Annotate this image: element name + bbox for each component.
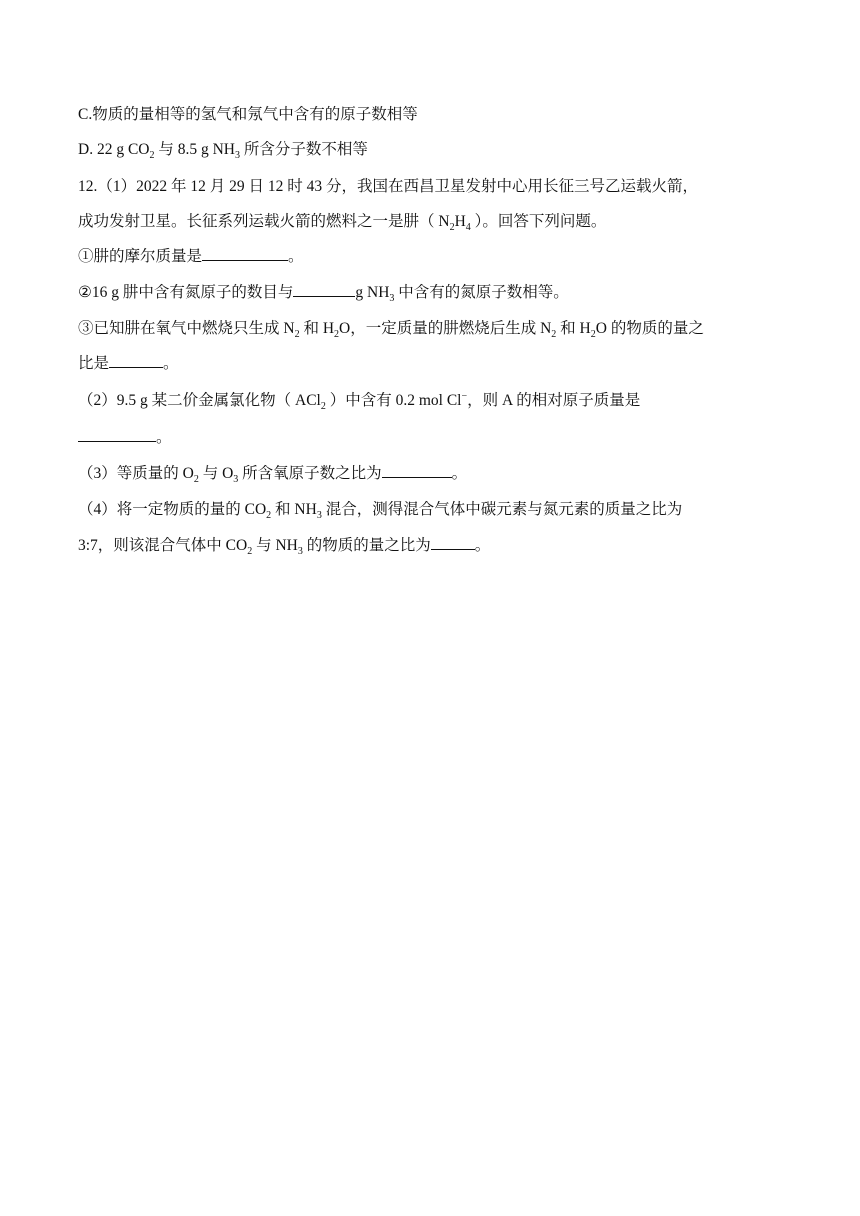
option-d-suffix: 所含分子数不相等 xyxy=(240,141,368,158)
q12-intro-line2-a: 成功发射卫星。长征系列运载火箭的燃料之一是肼（ N xyxy=(78,213,450,230)
q12-part3 xyxy=(78,463,467,485)
q12-p3-line2-b: 。 xyxy=(163,355,179,372)
q12-part3-c: 所含氧原子数之比为 xyxy=(238,465,382,482)
option-d-mid: 与 8.5 g NH xyxy=(154,141,235,158)
q12-part4-line2-d: 。 xyxy=(474,537,491,554)
option-d-prefix: D. 22 g CO xyxy=(78,141,150,158)
q12-part4-sub1: 2 xyxy=(266,510,272,522)
q12-part2-line2 xyxy=(78,427,172,449)
q12-intro-line1-text: 12.（1）2022 年 12 月 29 日 12 时 43 分，我国在西昌卫星发射中心用长征三号乙运载火箭， xyxy=(78,178,699,195)
q12-p3-sub2: 2 xyxy=(334,329,340,341)
answer-blank[interactable] xyxy=(202,246,288,261)
q12-part1-2 xyxy=(78,282,569,304)
q12-part4-b: 和 NH xyxy=(271,501,317,518)
q12-p3-sub4: 2 xyxy=(590,329,596,341)
q12-p2-end: 中含有的氮原子数相等。 xyxy=(394,284,569,301)
q12-part1-3 xyxy=(78,318,704,340)
option-d xyxy=(78,139,368,161)
q12-part2-b: ）中含有 0.2 mol Cl xyxy=(325,392,462,409)
q12-part3-sub1: 2 xyxy=(193,474,199,486)
q12-intro-sub1: 2 xyxy=(449,222,455,234)
q12-p1-text: ①肼的摩尔质量是 xyxy=(78,248,203,265)
q12-p3-line2-a: 比是 xyxy=(78,355,110,372)
q12-part2-c: ，则 A 的相对原子质量是 xyxy=(467,392,641,409)
q12-part2-sub: 2 xyxy=(320,401,326,413)
q12-part4-line2-sub2: 3 xyxy=(297,546,303,558)
q12-p3-b: 和 H xyxy=(299,320,335,337)
q12-part1-3-line2 xyxy=(78,353,179,375)
q12-part4-line2-a: 3:7，则该混合气体中 CO xyxy=(78,537,248,554)
q12-p2-unit: g NH xyxy=(355,284,390,301)
option-c xyxy=(78,104,418,126)
q12-part1-1 xyxy=(78,246,304,268)
q12-part4-sub2: 3 xyxy=(316,510,322,522)
answer-blank[interactable] xyxy=(293,282,355,297)
q12-part2-a: （2）9.5 g 某二价金属氯化物（ ACl xyxy=(78,392,321,409)
q12-part4-line2-sub1: 2 xyxy=(247,546,253,558)
q12-intro-line2-c: ）。回答下列问题。 xyxy=(470,213,607,230)
q12-part3-a: （3）等质量的 O xyxy=(78,465,194,482)
q12-part4-line2-c: 的物质的量之比为 xyxy=(302,537,431,554)
q12-part4-line2 xyxy=(78,535,490,557)
q12-part3-d: 。 xyxy=(451,465,468,482)
answer-blank[interactable] xyxy=(78,427,156,442)
q12-part4-a: （4）将一定物质的量的 CO xyxy=(78,501,267,518)
q12-part2-line2-end: 。 xyxy=(156,429,172,446)
q12-part2-sup: − xyxy=(461,390,468,402)
q12-p3-e: O 的物质的量之 xyxy=(595,320,704,337)
q12-part3-sub2: 3 xyxy=(233,474,239,486)
q12-intro-line2 xyxy=(78,211,606,233)
q12-p2-sub: 3 xyxy=(389,293,395,305)
q12-p3-d: 和 H xyxy=(556,320,591,337)
answer-blank[interactable] xyxy=(431,535,475,550)
answer-blank[interactable] xyxy=(109,353,163,368)
q12-intro-line2-b: H xyxy=(454,213,466,230)
q12-p2-text: ②16 g 肼中含有氮原子的数目与 xyxy=(78,284,294,301)
q12-p1-end: 。 xyxy=(288,248,304,265)
option-d-sub1: 2 xyxy=(149,150,155,162)
q12-part4-line2-b: 与 NH xyxy=(252,537,298,554)
option-c-text: C.物质的量相等的氢气和氖气中含有的原子数相等 xyxy=(78,106,418,123)
q12-p3-a: ③已知肼在氧气中燃烧只生成 N xyxy=(78,320,295,337)
q12-intro-line1 xyxy=(78,176,698,198)
answer-blank[interactable] xyxy=(382,463,452,478)
q12-p3-c: O，一定质量的肼燃烧后生成 N xyxy=(339,320,552,337)
q12-part4 xyxy=(78,499,682,521)
q12-part2 xyxy=(78,390,640,412)
q12-part3-b: 与 O xyxy=(198,465,234,482)
q12-p3-sub3: 2 xyxy=(551,329,557,341)
q12-part4-c: 混合，测得混合气体中碳元素与氮元素的质量之比为 xyxy=(321,501,683,518)
q12-p3-sub1: 2 xyxy=(294,329,300,341)
q12-intro-sub2: 4 xyxy=(465,222,471,234)
option-d-sub2: 3 xyxy=(235,150,240,162)
